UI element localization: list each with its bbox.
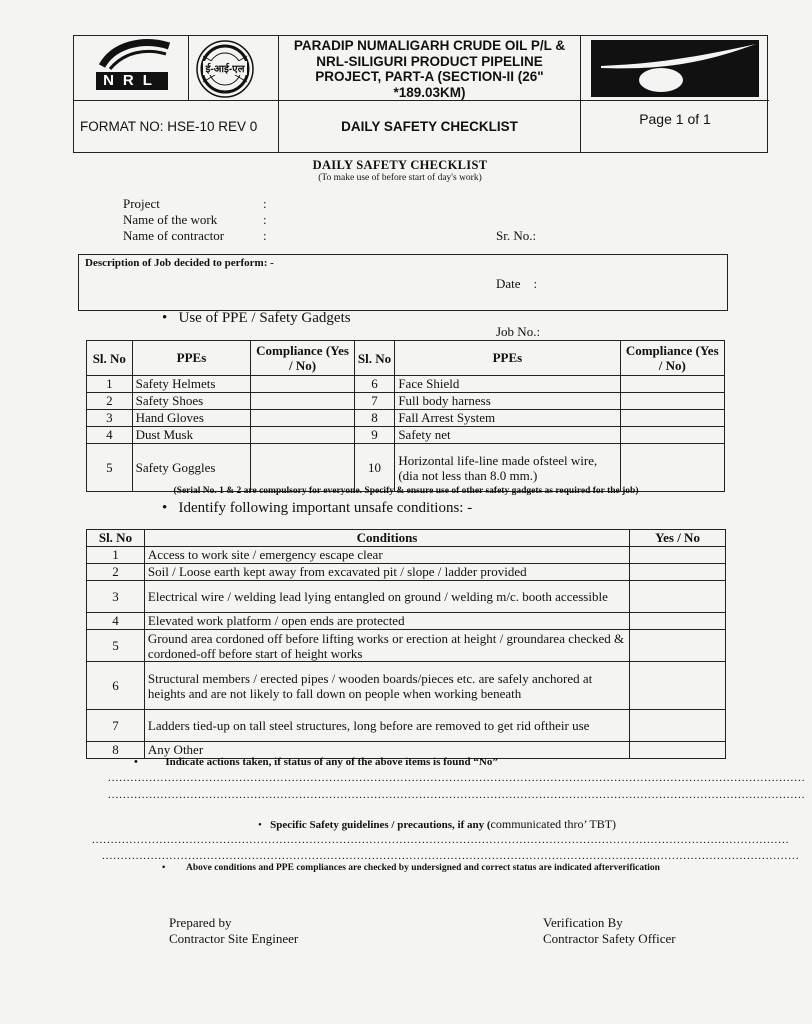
table-row xyxy=(87,427,725,444)
yes-no-cell[interactable] xyxy=(630,710,726,742)
table-row xyxy=(87,444,725,492)
verification-by-role: Contractor Safety Officer xyxy=(543,931,676,946)
col-yes-no: Yes / No xyxy=(630,530,726,547)
table-row xyxy=(87,564,726,581)
condition-sl: 1 xyxy=(87,547,145,564)
ppe-sl: 4 xyxy=(87,427,133,444)
compliance-cell[interactable] xyxy=(251,444,354,492)
project-fields xyxy=(123,196,267,244)
form-title: DAILY SAFETY CHECKLIST xyxy=(312,158,488,172)
ppe-item: Safety net xyxy=(395,427,620,444)
table-row xyxy=(87,613,726,630)
prepared-by-block xyxy=(169,915,298,947)
ppe-sl: 7 xyxy=(354,393,395,410)
compliance-cell[interactable] xyxy=(251,427,354,444)
conditions-table xyxy=(86,529,726,759)
ppe-sl: 6 xyxy=(354,376,395,393)
ppe-item: Full body harness xyxy=(395,393,620,410)
condition-sl: 8 xyxy=(87,742,145,759)
compliance-cell[interactable] xyxy=(251,410,354,427)
ppe-item: Face Shield xyxy=(395,376,620,393)
conditions-header-row xyxy=(87,530,726,547)
condition-text: Ground area cordoned off before lifting works or erection at height / groundarea checked & cordoned-off before start of height works xyxy=(144,630,629,662)
yes-no-cell[interactable] xyxy=(630,742,726,759)
col-sl-no: Sl. No xyxy=(87,530,145,547)
format-number: FORMAT NO: HSE-10 REV 0 xyxy=(74,101,279,152)
table-row xyxy=(87,710,726,742)
ppe-sl: 3 xyxy=(87,410,133,427)
col-conditions: Conditions xyxy=(144,530,629,547)
client-logo xyxy=(581,36,769,101)
yes-no-cell[interactable] xyxy=(630,630,726,662)
bullet-icon: • xyxy=(162,310,179,326)
ppe-item: Safety Shoes xyxy=(132,393,251,410)
table-row xyxy=(87,393,725,410)
col-ppes: PPEs xyxy=(395,341,620,376)
bullet-icon: • xyxy=(134,756,166,768)
ppe-item: Horizontal life-line made ofsteel wire, (dia not less than 8.0 mm.) xyxy=(395,444,620,492)
condition-text: Ladders tied-up on tall steel structures, long before are removed to get rid oftheir use xyxy=(144,710,629,742)
yes-no-cell[interactable] xyxy=(630,613,726,630)
ppe-sl: 10 xyxy=(354,444,395,492)
compliance-cell[interactable] xyxy=(251,393,354,410)
eil-seal-logo xyxy=(189,36,279,101)
col-compliance: Compliance (Yes / No) xyxy=(251,341,354,376)
field-name-of-work[interactable]: Name of the work : xyxy=(123,212,267,227)
condition-sl: 4 xyxy=(87,613,145,630)
compliance-cell[interactable] xyxy=(620,410,725,427)
prepared-by-label: Prepared by xyxy=(169,915,232,930)
form-subtitle: (To make use of before start of day's work) xyxy=(318,173,482,183)
condition-sl: 3 xyxy=(87,581,145,613)
ppe-item: Dust Musk xyxy=(132,427,251,444)
field-date[interactable]: Date : xyxy=(496,276,538,291)
condition-text: Access to work site / emergency escape clear xyxy=(144,547,629,564)
yes-no-cell[interactable] xyxy=(630,581,726,613)
guidelines-note: • Specific Safety guidelines / precautions, if any (communicated thro’ TBT) xyxy=(258,817,617,831)
verification-by-block xyxy=(543,915,676,947)
field-sr-no[interactable]: Sr. No.: xyxy=(496,228,537,243)
condition-sl: 7 xyxy=(87,710,145,742)
condition-sl: 5 xyxy=(87,630,145,662)
ppe-sl: 1 xyxy=(87,376,133,393)
table-row xyxy=(87,376,725,393)
ppe-item: Safety Helmets xyxy=(132,376,251,393)
job-description-box[interactable] xyxy=(78,254,728,311)
nrl-logo-text: NRL xyxy=(103,72,161,89)
nrl-logo xyxy=(74,36,189,101)
actions-line-1[interactable]: .......................................................................................................................................................................................... xyxy=(108,772,806,784)
bullet-icon: • xyxy=(162,863,166,873)
field-name-of-contractor[interactable]: Name of contractor : xyxy=(123,228,267,243)
conditions-heading: • Identify following important unsafe conditions: - xyxy=(162,500,473,516)
col-sl-no: Sl. No xyxy=(354,341,395,376)
condition-sl: 6 xyxy=(87,662,145,710)
yes-no-cell[interactable] xyxy=(630,547,726,564)
ppe-sl: 2 xyxy=(87,393,133,410)
bullet-icon: • xyxy=(258,819,271,831)
ppe-heading: • Use of PPE / Safety Gadgets xyxy=(162,310,351,326)
field-project[interactable]: Project : xyxy=(123,196,267,211)
compliance-cell[interactable] xyxy=(620,393,725,410)
ppe-item: Hand Gloves xyxy=(132,410,251,427)
compliance-cell[interactable] xyxy=(251,376,354,393)
bullet-icon: • xyxy=(162,500,179,516)
table-row xyxy=(87,581,726,613)
yes-no-cell[interactable] xyxy=(630,662,726,710)
condition-text: Elevated work platform / open ends are protected xyxy=(144,613,629,630)
ppe-table xyxy=(86,340,725,492)
verification-note: • Above conditions and PPE compliances are checked by undersigned and correct status are indicated afterverification xyxy=(162,863,660,873)
condition-text: Structural members / erected pipes / wooden boards/pieces etc. are safely anchored at heights and are not likely to fall down on people when working beneath xyxy=(144,662,629,710)
table-row xyxy=(87,547,726,564)
verification-by-label: Verification By xyxy=(543,915,623,930)
condition-text: Any Other xyxy=(144,742,629,759)
project-title: PARADIP NUMALIGARH CRUDE OIL P/L & NRL-SILIGURI PRODUCT PIPELINE PROJECT, PART-A (SECTION-II (26" *189.03KM) xyxy=(279,36,581,101)
condition-text: Electrical wire / welding lead lying entangled on ground / welding m/c. booth accessible xyxy=(144,581,629,613)
table-row xyxy=(87,662,726,710)
page-indicator: Page 1 of 1 xyxy=(639,111,711,127)
guidelines-line-1[interactable]: .......................................................................................................................................................................................... xyxy=(92,834,790,846)
col-sl-no: Sl. No xyxy=(87,341,133,376)
yes-no-cell[interactable] xyxy=(630,564,726,581)
compliance-cell[interactable] xyxy=(620,427,725,444)
job-description-label: Description of Job decided to perform: - xyxy=(85,257,274,269)
header-doc-title: DAILY SAFETY CHECKLIST xyxy=(279,101,581,152)
prepared-by-role: Contractor Site Engineer xyxy=(169,931,299,946)
ppe-sl: 8 xyxy=(354,410,395,427)
ppe-note: (Serial No. 1 & 2 are compulsory for everyone. Specify & ensure use of other safety gadgets as required for the job) xyxy=(173,486,639,496)
document-header xyxy=(73,35,768,153)
col-ppes: PPEs xyxy=(132,341,251,376)
compliance-cell[interactable] xyxy=(620,376,725,393)
actions-line-2[interactable]: .......................................................................................................................................................................................... xyxy=(108,789,806,801)
field-job-no[interactable]: Job No.: xyxy=(496,324,541,339)
table-row xyxy=(87,630,726,662)
actions-note: • Indicate actions taken, if status of any of the above items is found “No” xyxy=(134,756,498,768)
eil-seal-text: ई-आई-एल xyxy=(203,61,247,75)
condition-sl: 2 xyxy=(87,564,145,581)
ppe-header-row xyxy=(87,341,725,376)
ppe-sl: 9 xyxy=(354,427,395,444)
condition-text: Soil / Loose earth kept away from excavated pit / slope / ladder provided xyxy=(144,564,629,581)
compliance-cell[interactable] xyxy=(620,444,725,492)
ppe-sl: 5 xyxy=(87,444,133,492)
guidelines-line-2[interactable]: .......................................................................................................................................................................................... xyxy=(102,850,800,862)
ppe-item: Safety Goggles xyxy=(132,444,251,492)
table-row xyxy=(87,410,725,427)
ppe-item: Fall Arrest System xyxy=(395,410,620,427)
col-compliance: Compliance (Yes / No) xyxy=(620,341,725,376)
